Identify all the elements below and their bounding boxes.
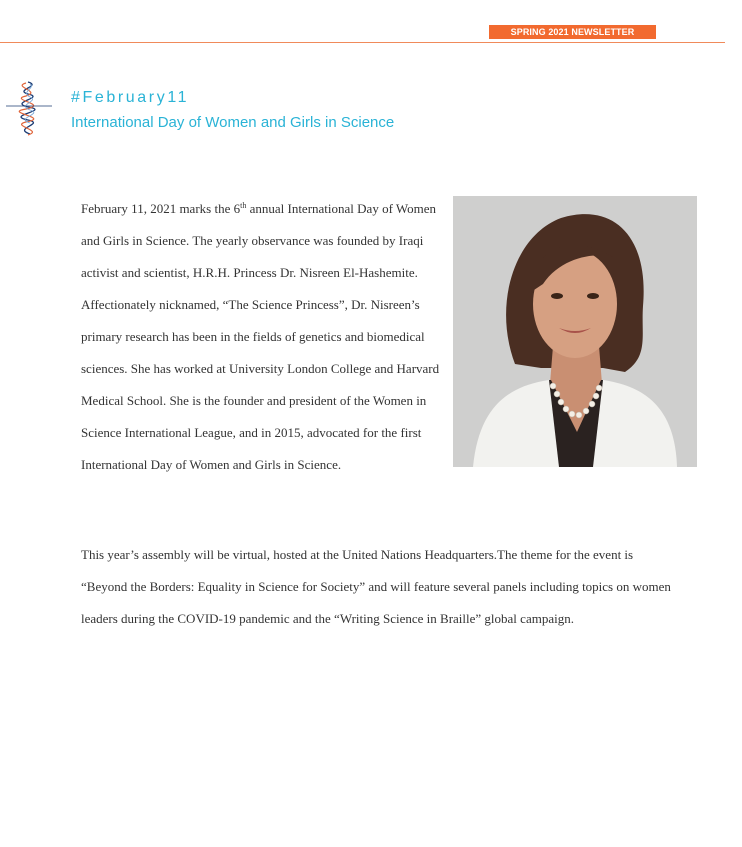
portrait-photo bbox=[453, 196, 697, 467]
paragraph-1-rest: annual International Day of Women and Girls in Science. The yearly observance was founded by Iraqi activist and scientist, H.R.H. Princess Dr. Nisreen El-Hashemite. Affectionately nicknamed, “The Science Princess”, Dr. Nisreen’s primary research has been in the fields of genetics and biomedical sciences. She has worked at University London College and Harvard Medical School. She is the founder and president of the Women in Science International League, and in 2015, advocated for the first International Day of Women and Girls in Science. bbox=[81, 201, 440, 472]
science-wave-logo bbox=[2, 80, 56, 136]
newsletter-badge: SPRING 2021 NEWSLETTER bbox=[489, 25, 656, 39]
article-paragraph-2: This year’s assembly will be virtual, hosted at the United Nations Headquarters.The theme for the event is “Beyond the Borders: Equality in Science for Society” and will feature several panels including topics on women leaders during the COVID-19 pandemic and the “Writing Science in Braille” global campaign. bbox=[81, 547, 671, 626]
article-paragraph-1 bbox=[81, 193, 446, 481]
paragraph-1-start: February 11, 2021 marks the 6 bbox=[81, 201, 241, 216]
ordinal-suffix: th bbox=[240, 201, 247, 210]
page-subtitle: International Day of Women and Girls in Science bbox=[71, 114, 395, 131]
header-divider bbox=[0, 42, 725, 43]
hashtag-title: #February11 bbox=[71, 89, 190, 106]
